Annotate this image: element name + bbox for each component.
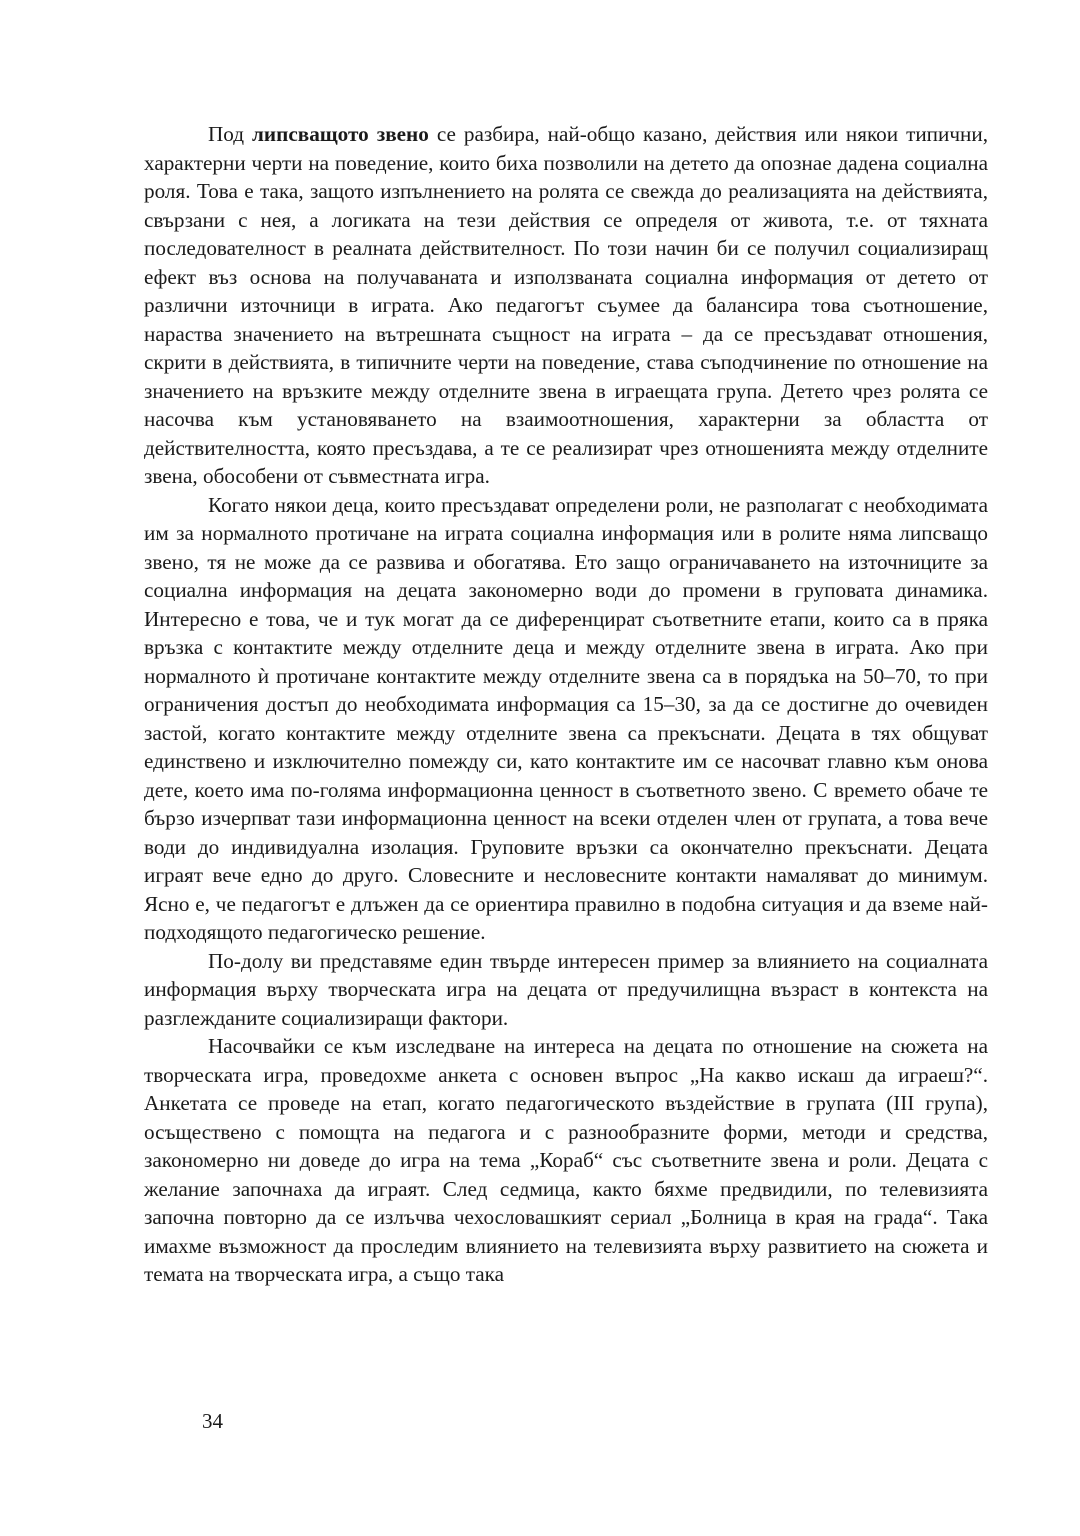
paragraph-4: Насочвайки се към изследване на интереса на децата по отношение на сюжета на творческата игра, проведохме анкета с основен въпрос „На какво искаш да играеш?“. Анкетата се проведе на етап, когато педагогическото въздействие в групата (III група), осъществено с помощта на педагога и с разнообразните форми, методи и средства, закономерно ни доведе до игра на тема „Кораб“ със съответните звена и роли. Децата с желание започнаха да играят. След седмица, както бяхме предвидили, по телевизията започна повторно да се излъчва чехословашкият сериал „Болница в края на града“. Така имахме възможност да проследим влиянието на телевизията върху развитието на сюжета и темата на творческата игра, а също така — [144, 1034, 988, 1286]
page-number: 34 — [202, 1409, 223, 1433]
paragraph-1-start: Под — [208, 122, 253, 146]
paragraph-1 — [144, 120, 988, 491]
body-text — [144, 120, 988, 1289]
paragraph-1-rest: се разбира, най-общо казано, действия или някои типични, характерни черти на поведение, които биха позволили на детето да опознае дадена социална роля. Това е така, защото изпълнението на ролята се свежда до реализацията на действията, свързани с нея, а логиката на тези действия се определя от живота, т.е. от тяхната последователност в реалната действителност. По този начин би се получил социализиращ ефект въз основа на получаваната и използваната социална информация от детето от различни източници в играта. Ако педагогът съумее да балансира това съотношение, нараства значението на вътрешната същност на играта – да се пресъздават отношения, скрити в действията, в типичните черти на поведение, става съподчинение по отношение на значението на връзките между отделните звена в играещата група. Детето чрез ролята се насочва към установяването на взаимоотношения, характерни за областта от действителността, която пресъздава, а те се реализират чрез отношенията между отделните звена, обособени от съвместната игра. — [144, 122, 988, 488]
bold-term: липсващото звено — [252, 122, 429, 146]
paragraph-2: Когато някои деца, които пресъздават определени роли, не разполагат с необходимата им за нормалното протичане на играта социална информация или в ролите няма липсващо звено, тя не може да се развива и обогатява. Ето защо ограничаването на източниците за социална информация на децата закономерно води до промени в груповата динамика. Интересно е това, че и тук могат да се диференцират съответните етапи, които са в пряка връзка с контактите между отделните деца и между отделните звена в играта. Ако при нормалното ѝ протичане контактите между отделните звена са в порядъка на 50–70, то при ограничения достъп до необходимата информация са 15–30, за да се достигне до очевиден застой, когато контактите между отделните звена са прекъснати. Децата в тях общуват единствено и изключително помежду си, като контактите им се насочват главно към онова дете, което има по-голяма информационна ценност в съответното звено. С времето обаче те бързо изчерпват тази информационна ценност на всеки отделен член от групата, а това вече води до индивидуална изолация. Груповите връзки са окончателно прекъснати. Децата играят вече едно до друго. Словесните и несловесните контакти намаляват до минимум. Ясно е, че педагогът е длъжен да се ориентира правилно в подобна ситуация и да вземе най-подходящото педагогическо решение. — [144, 492, 988, 944]
paragraph-3: По-долу ви представяме един твърде интересен пример за влиянието на социалната информация върху творческата игра на децата от предучилищна възраст в контекста на разглежданите социализиращи фактори. — [144, 948, 988, 1030]
